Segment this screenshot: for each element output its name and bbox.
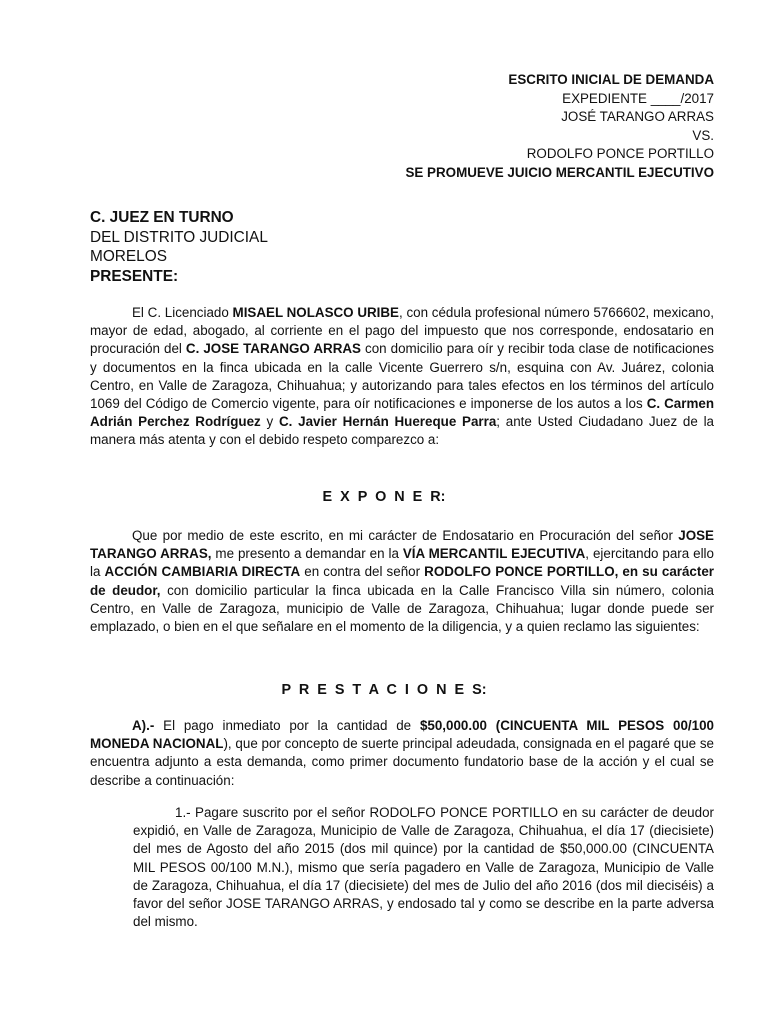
demandado-line: RODOLFO PONCE PORTILLO <box>526 146 714 162</box>
accion-label: ACCIÓN CAMBIARIA DIRECTA <box>104 564 301 580</box>
expediente-line: EXPEDIENTE ____/2017 <box>562 90 714 106</box>
actor-line: JOSÉ TARANGO ARRAS <box>561 109 714 125</box>
authorized-person: C. Carmen Adrián Perchez Rodríguez <box>90 396 714 430</box>
prestacion-a-label: A).- <box>132 718 155 733</box>
subject-line: SE PROMUEVE JUICIO MERCANTIL EJECUTIVO <box>405 164 714 180</box>
lawyer-name: MISAEL NOLASCO URIBE <box>232 305 399 320</box>
addressee-place: MORELOS <box>90 248 167 265</box>
client-name: JOSE TARANGO ARRAS, <box>90 528 714 562</box>
document-header <box>405 71 714 183</box>
exponer-text: Que por medio de este escrito, en mi carácter de Endosatario en Procuración del señor <box>132 528 679 543</box>
intro-text: ; ante Usted Ciudadano Juez de la manera más atenta y con el debido respeto comparezco a: <box>90 414 715 448</box>
exponer-text: con domicilio particular la finca ubicada en la Calle Francisco Villa sin número, colonia Centro, en Valle de Zaragoza, municipio de Valle de Zaragoza, Chihuahua; lugar donde puede ser emplazado, o bien en el que señalare en el momento de la diligencia, y a quien reclamo las siguientes: <box>90 582 714 635</box>
document-title: ESCRITO INICIAL DE DEMANDA <box>508 72 714 87</box>
exponer-heading: E X P O N E R: <box>322 489 446 505</box>
prestacion-a-paragraph <box>90 717 714 790</box>
addressee-presente: PRESENTE: <box>90 267 179 285</box>
addressee-judge: C. JUEZ EN TURNO <box>90 209 234 226</box>
versus-line: VS. <box>692 127 714 143</box>
addressee-district: DEL DISTRITO JUDICIAL <box>90 228 268 246</box>
defendant-name: RODOLFO PONCE PORTILLO, en su carácter de deudor, <box>90 564 714 598</box>
amount-label: $50,000.00 (CINCUENTA MIL PESOS 00/100 MONEDA NACIONAL <box>90 718 714 752</box>
pagare-item-text: 1.- Pagare suscrito por el señor RODOLFO PONCE PORTILLO en su carácter de deudor expidió, en Valle de Zaragoza, Municipio de Valle de Zaragoza, Chihuahua, el día 17 (diecisiete) del mes de Agosto del año 2015 (dos mil quince) por la cantidad de $50,000.00 (CINCUENTA MIL PESOS 00/100 M.N.), mismo que sería pagadero en Valle de Zaragoza, Municipio de Valle de Zaragoza, Chihuahua, el día 17 (diecisiete) del mes de Julio del año 2016 (dos mil dieciséis) a favor del señor JOSE TARANGO ARRAS, y endosado tal y como se describe en la parte adversa del mismo. <box>133 805 714 930</box>
exponer-text: en contra del señor <box>300 564 425 580</box>
pagare-item-paragraph <box>133 804 714 931</box>
via-label: VÍA MERCANTIL EJECUTIVA <box>402 546 586 562</box>
exponer-text: , ejercitando para ello la <box>90 546 714 580</box>
exponer-paragraph <box>90 527 714 636</box>
intro-text: y <box>260 414 279 430</box>
addressee-block <box>90 208 268 286</box>
prestaciones-heading: P R E S T A C I O N E S: <box>281 682 487 698</box>
exponer-text: me presento a demandar en la <box>211 546 403 562</box>
intro-text: El C. Licenciado <box>132 305 233 320</box>
prestacion-text: El pago inmediato por la cantidad de <box>154 718 420 733</box>
intro-paragraph <box>90 304 714 450</box>
intro-text: , con cédula profesional número 5766602, mexicano, mayor de edad, abogado, al corriente en el pago del impuesto que nos corresponde, endosatario en procuración del <box>90 305 715 357</box>
prestacion-text: ), que por concepto de suerte principal adeudada, consignada en el pagaré que se encuentra adjunto a esta demanda, como primer documento fundatorio base de la acción y el cual se describe a continuación: <box>90 736 715 788</box>
authorized-person: C. Javier Hernán Huereque Parra <box>278 414 497 430</box>
intro-text: con domicilio para oír y recibir toda clase de notificaciones y documentos en la finca ubicada en la calle Vicente Guerrero s/n, esquina con Av. Juárez, colonia Centro, en Valle de Zaragoza, Chihuahua; y autorizando para tales efectos en los términos del artículo 1069 del Código de Comercio vigente, para oír notificaciones e imponerse de los autos a los <box>90 341 714 412</box>
client-name: C. JOSE TARANGO ARRAS <box>185 341 361 357</box>
